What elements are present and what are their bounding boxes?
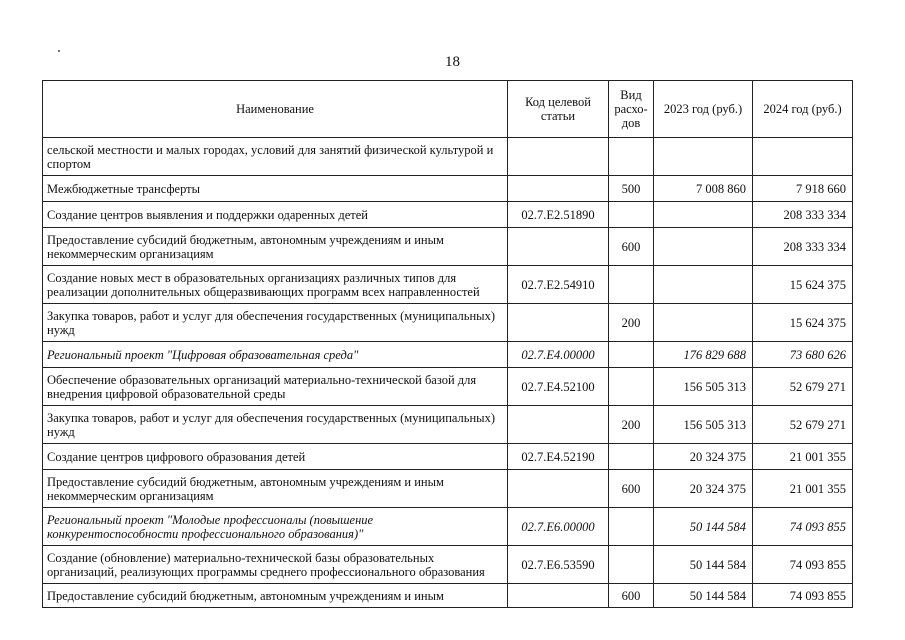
cell-2024: 73 680 626 bbox=[753, 342, 853, 368]
table-row bbox=[43, 304, 853, 342]
page-number: 18 bbox=[445, 54, 460, 70]
cell-2024: 74 093 855 bbox=[753, 584, 853, 608]
cell-2024: 15 624 375 bbox=[753, 266, 853, 304]
cell-2024: 208 333 334 bbox=[753, 202, 853, 228]
cell-code bbox=[508, 138, 609, 176]
cell-2023: 20 324 375 bbox=[654, 470, 753, 508]
cell-code bbox=[508, 470, 609, 508]
table-row bbox=[43, 176, 853, 202]
header-type: Вид расхо-дов bbox=[609, 81, 654, 138]
cell-name: Предоставление субсидий бюджетным, автономным учреждениям и иным bbox=[43, 584, 508, 608]
budget-table bbox=[42, 80, 853, 608]
cell-name: Создание центров цифрового образования детей bbox=[43, 444, 508, 470]
cell-code bbox=[508, 304, 609, 342]
table-row bbox=[43, 584, 853, 608]
cell-name: Создание центров выявления и поддержки одаренных детей bbox=[43, 202, 508, 228]
table-header-row bbox=[43, 81, 853, 138]
cell-code: 02.7.E6.00000 bbox=[508, 508, 609, 546]
cell-code: 02.7.E4.52100 bbox=[508, 368, 609, 406]
cell-name: Предоставление субсидий бюджетным, автономным учреждениям и иным некоммерческим организациям bbox=[43, 470, 508, 508]
cell-2024: 52 679 271 bbox=[753, 406, 853, 444]
cell-type bbox=[609, 444, 654, 470]
cell-2023 bbox=[654, 202, 753, 228]
cell-type: 200 bbox=[609, 406, 654, 444]
cell-type: 500 bbox=[609, 176, 654, 202]
scan-speck bbox=[58, 50, 60, 52]
cell-2024 bbox=[753, 138, 853, 176]
cell-2023: 156 505 313 bbox=[654, 368, 753, 406]
cell-2024: 74 093 855 bbox=[753, 508, 853, 546]
cell-code bbox=[508, 584, 609, 608]
cell-type bbox=[609, 138, 654, 176]
cell-name: Закупка товаров, работ и услуг для обеспечения государственных (муниципальных) нужд bbox=[43, 304, 508, 342]
cell-code: 02.7.E4.52190 bbox=[508, 444, 609, 470]
cell-2024: 7 918 660 bbox=[753, 176, 853, 202]
cell-name: сельской местности и малых городах, условий для занятий физической культурой и спортом bbox=[43, 138, 508, 176]
table-body bbox=[43, 138, 853, 608]
cell-name: Межбюджетные трансферты bbox=[43, 176, 508, 202]
cell-name: Региональный проект "Цифровая образовательная среда" bbox=[43, 342, 508, 368]
cell-2024: 52 679 271 bbox=[753, 368, 853, 406]
cell-type bbox=[609, 342, 654, 368]
cell-2023: 50 144 584 bbox=[654, 584, 753, 608]
cell-name: Обеспечение образовательных организаций материально-технической базой для внедрения цифровой образовательной среды bbox=[43, 368, 508, 406]
table-row bbox=[43, 138, 853, 176]
header-2023: 2023 год (руб.) bbox=[654, 81, 753, 138]
cell-2023: 176 829 688 bbox=[654, 342, 753, 368]
cell-2023: 50 144 584 bbox=[654, 546, 753, 584]
cell-name: Региональный проект "Молодые профессионалы (повышение конкурентоспособности профессионального образования)" bbox=[43, 508, 508, 546]
cell-2023: 20 324 375 bbox=[654, 444, 753, 470]
table-row bbox=[43, 368, 853, 406]
cell-name: Закупка товаров, работ и услуг для обеспечения государственных (муниципальных) нужд bbox=[43, 406, 508, 444]
cell-2023 bbox=[654, 266, 753, 304]
cell-2024: 15 624 375 bbox=[753, 304, 853, 342]
cell-2023 bbox=[654, 138, 753, 176]
cell-name: Предоставление субсидий бюджетным, автономным учреждениям и иным некоммерческим организациям bbox=[43, 228, 508, 266]
cell-2023: 156 505 313 bbox=[654, 406, 753, 444]
table-row bbox=[43, 406, 853, 444]
table-row bbox=[43, 228, 853, 266]
cell-code: 02.7.E6.53590 bbox=[508, 546, 609, 584]
cell-type bbox=[609, 546, 654, 584]
table-row bbox=[43, 546, 853, 584]
table-row bbox=[43, 202, 853, 228]
cell-code: 02.7.E2.54910 bbox=[508, 266, 609, 304]
cell-type bbox=[609, 202, 654, 228]
cell-2023: 50 144 584 bbox=[654, 508, 753, 546]
cell-2023 bbox=[654, 304, 753, 342]
cell-type: 600 bbox=[609, 470, 654, 508]
cell-type: 600 bbox=[609, 584, 654, 608]
table-row bbox=[43, 444, 853, 470]
cell-name: Создание новых мест в образовательных организациях различных типов для реализации дополнительных общеразвивающих программ всех направленностей bbox=[43, 266, 508, 304]
table-row bbox=[43, 342, 853, 368]
table-row bbox=[43, 266, 853, 304]
header-name: Наименование bbox=[43, 81, 508, 138]
cell-type bbox=[609, 508, 654, 546]
header-2024: 2024 год (руб.) bbox=[753, 81, 853, 138]
cell-2024: 21 001 355 bbox=[753, 444, 853, 470]
cell-2024: 21 001 355 bbox=[753, 470, 853, 508]
cell-type: 200 bbox=[609, 304, 654, 342]
table-row bbox=[43, 508, 853, 546]
cell-2023: 7 008 860 bbox=[654, 176, 753, 202]
cell-2023 bbox=[654, 228, 753, 266]
header-code: Код целевой статьи bbox=[508, 81, 609, 138]
cell-code: 02.7.E4.00000 bbox=[508, 342, 609, 368]
cell-2024: 74 093 855 bbox=[753, 546, 853, 584]
cell-type: 600 bbox=[609, 228, 654, 266]
cell-code bbox=[508, 228, 609, 266]
cell-name: Создание (обновление) материально-технической базы образовательных организаций, реализующих программы среднего профессионального образования bbox=[43, 546, 508, 584]
cell-code: 02.7.E2.51890 bbox=[508, 202, 609, 228]
cell-type bbox=[609, 266, 654, 304]
cell-code bbox=[508, 406, 609, 444]
cell-type bbox=[609, 368, 654, 406]
cell-code bbox=[508, 176, 609, 202]
table-row bbox=[43, 470, 853, 508]
cell-2024: 208 333 334 bbox=[753, 228, 853, 266]
